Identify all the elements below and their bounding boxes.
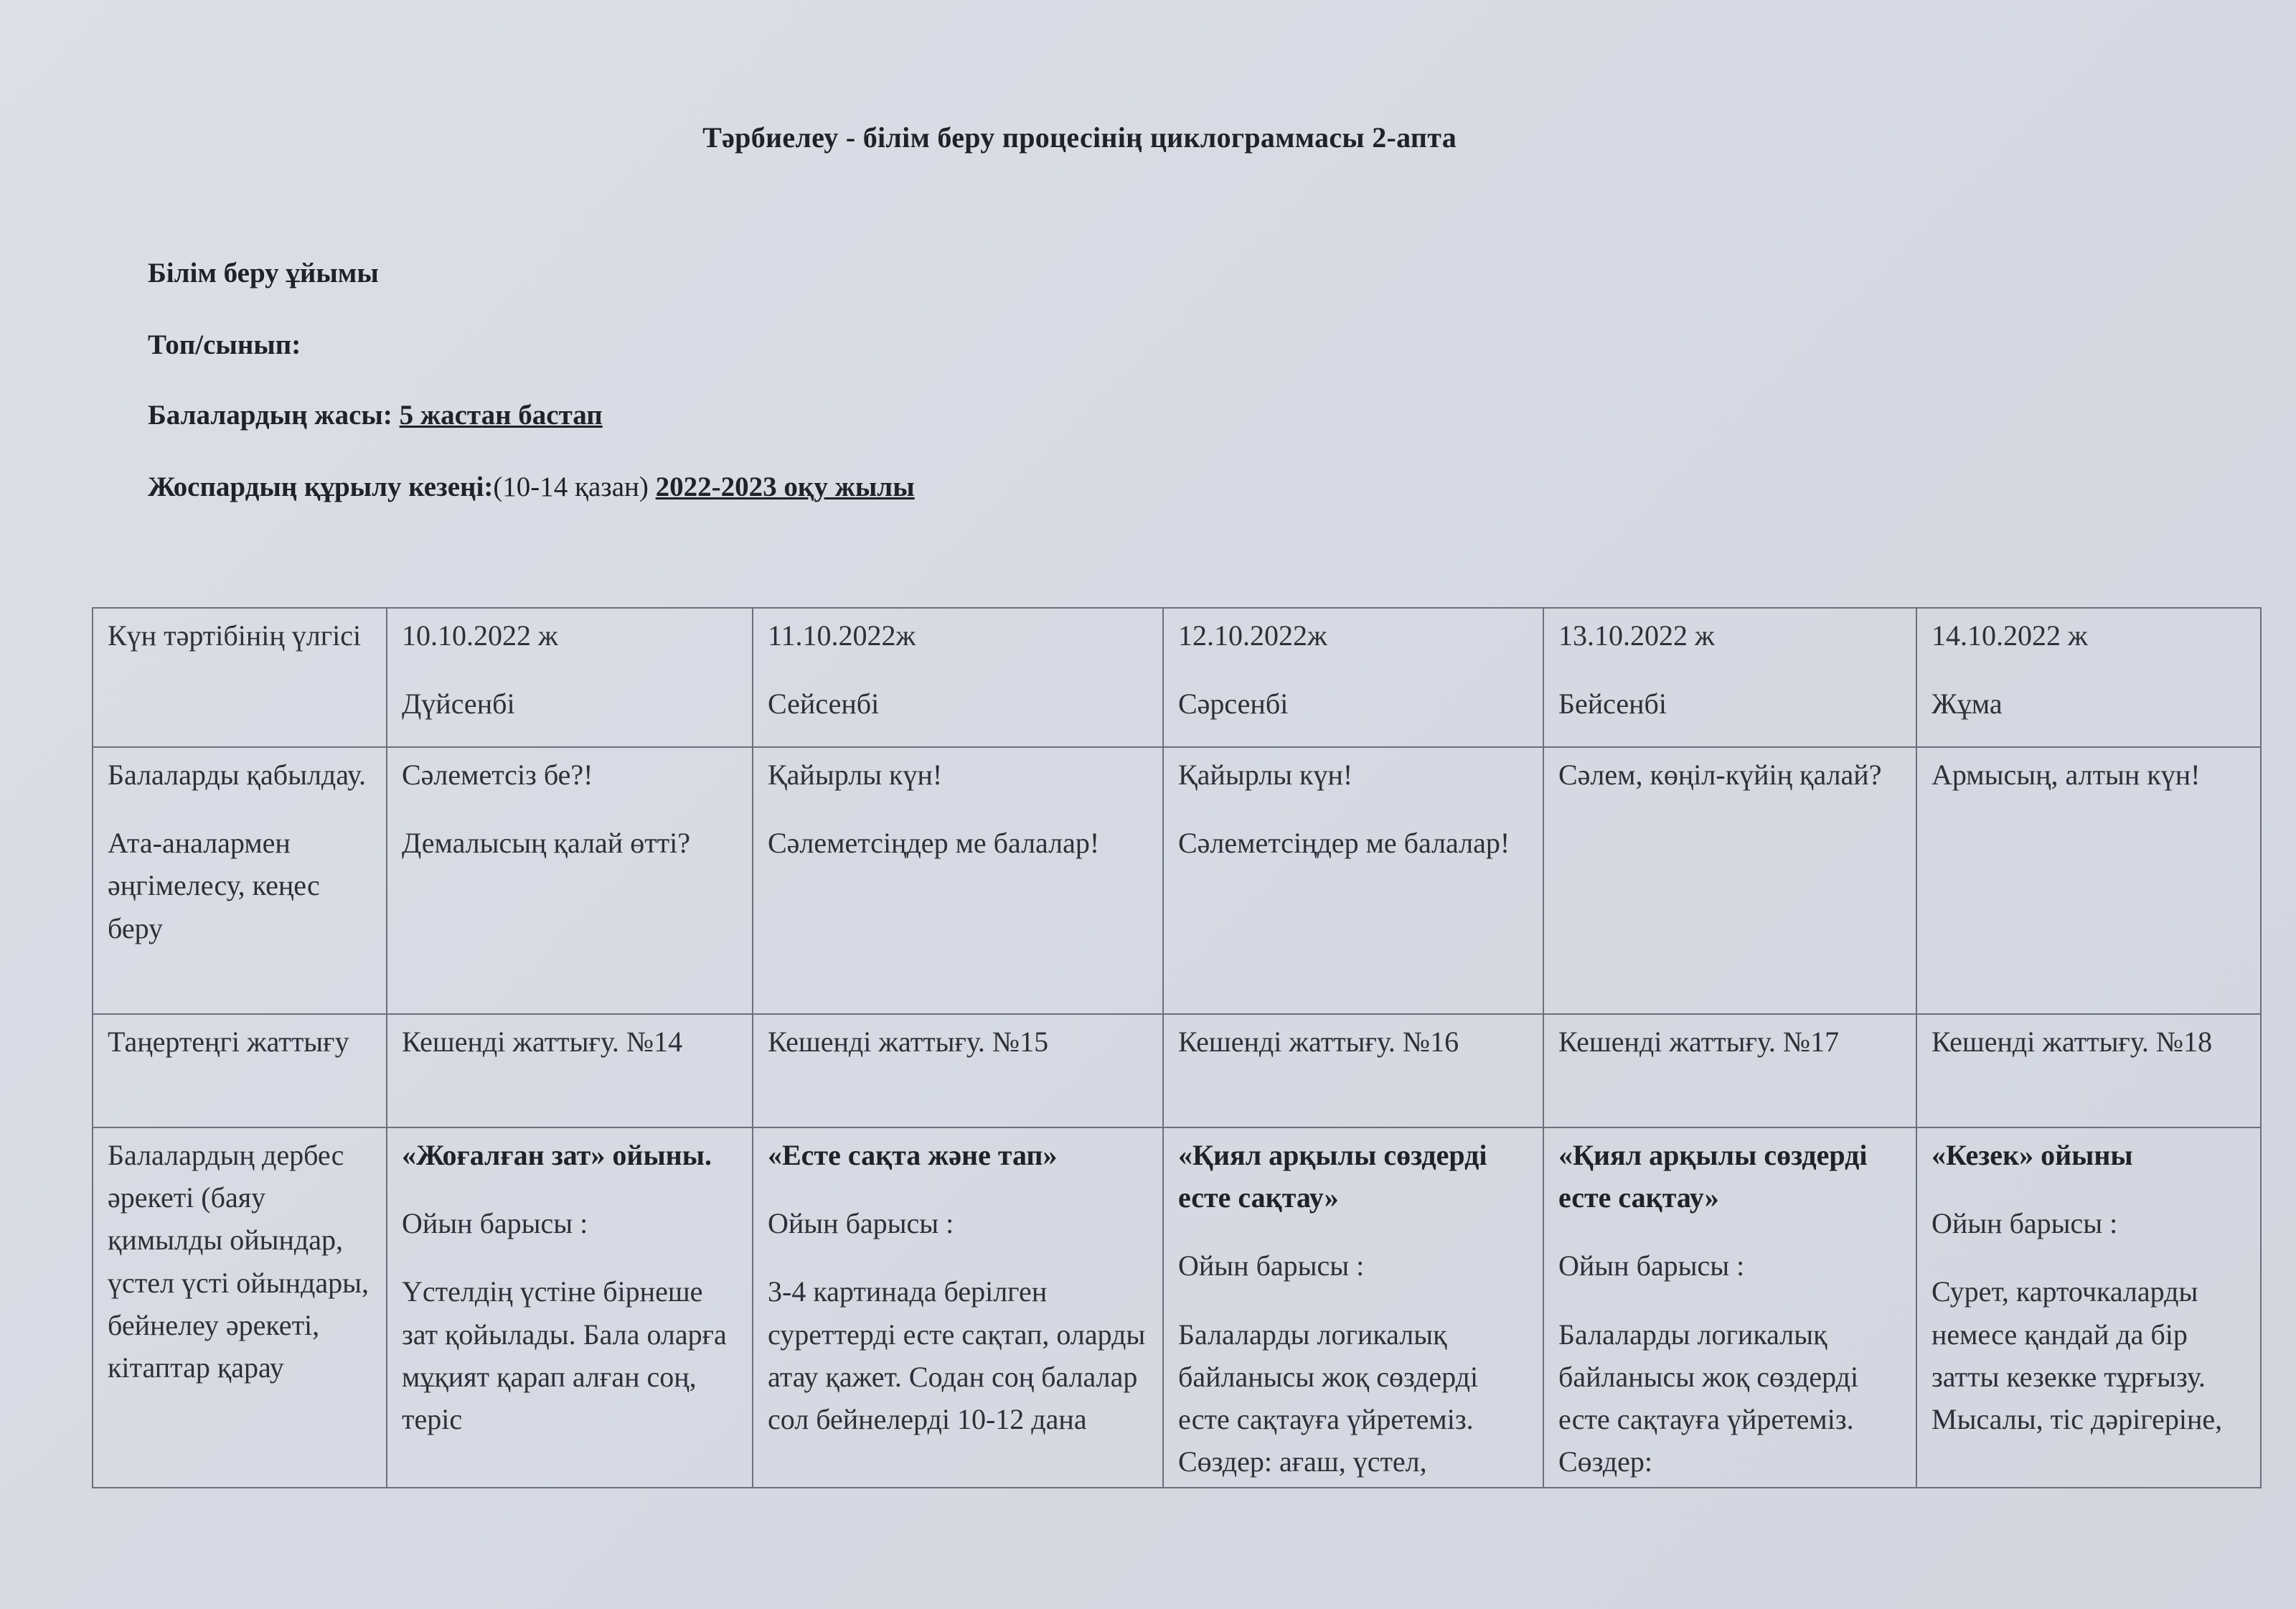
table-header-row [93, 608, 2261, 747]
game-title: «Есте сақта және тап» [768, 1139, 1058, 1171]
day-name: Дүйсенбі [402, 688, 515, 721]
day-name: Бейсенбі [1558, 688, 1667, 721]
header-cell-day [1163, 608, 1543, 747]
day-name: Сәрсенбі [1178, 688, 1289, 721]
table-cell: Кешенді жаттығу. №14 [387, 1014, 753, 1127]
game-title: «Қиял арқылы сөздерді есте сақтау» [1558, 1139, 1868, 1214]
table-cell [1543, 1127, 1916, 1488]
day-date: 11.10.2022ж [768, 619, 916, 652]
table-cell: Кешенді жаттығу. №16 [1163, 1014, 1543, 1127]
game-text: Балаларды логикалық байланысы жоқ сөздерді есте сақтауға үйретеміз. Сөздер: [1558, 1318, 1859, 1478]
row-label-reception: Балаларды қабылдау. Ата-аналармен әңгімелесу, кеңес беру [93, 747, 387, 1014]
table-cell: Кешенді жаттығу. №17 [1543, 1014, 1916, 1127]
day-date: 14.10.2022 ж [1932, 619, 2088, 652]
table-cell: Қайырлы күн! Сәлеметсіңдер ме балалар! [1163, 747, 1543, 1014]
period-line [148, 471, 915, 503]
table-cell: Армысың, алтын күн! [1916, 747, 2261, 1014]
table-cell: Сәлеметсіз бе?! Демалысың қалай өтті? [387, 747, 753, 1014]
game-text: 3-4 картинада берілген суреттерді есте сақтап, оларды атау қажет. Содан соң балалар сол бейнелерді 10-12 дана [768, 1275, 1146, 1435]
age-line [148, 399, 603, 431]
header-cell-routine: Күн тәртібінің үлгісі [93, 608, 387, 747]
table-cell: Кешенді жаттығу. №15 [753, 1014, 1163, 1127]
game-text: Сурет, карточкаларды немесе қандай да бір затты кезекке тұрғызу. Мысалы, тіс дәрігеріне, [1932, 1275, 2223, 1435]
game-subtitle: Ойын барысы : [768, 1207, 954, 1240]
header-cell-day [1916, 608, 2261, 747]
row-label-morning: Таңертеңгі жаттығу [93, 1014, 387, 1127]
table-row-reception [93, 747, 2261, 1014]
day-name: Сейсенбі [768, 688, 880, 721]
age-value: 5 жастан бастап [399, 400, 603, 431]
game-title: «Жоғалған зат» ойыны. [402, 1139, 712, 1171]
game-title: «Қиял арқылы сөздерді есте сақтау» [1178, 1139, 1487, 1214]
table-cell: Кешенді жаттығу. №18 [1916, 1014, 2261, 1127]
table-cell [1163, 1127, 1543, 1488]
game-subtitle: Ойын барысы : [1178, 1249, 1365, 1282]
row-label-activity: Балалардың дербес әрекеті (баяу қимылды ойындар, үстел үсті ойындары, бейнелеу әрекеті, кітаптар қарау [93, 1127, 387, 1488]
day-name: Жұма [1932, 688, 2003, 721]
period-label: Жоспардың құрылу кезеңі: [148, 472, 494, 502]
table-cell [387, 1127, 753, 1488]
document-title: Тәрбиелеу - білім беру процесінің циклограммасы 2-апта [702, 121, 1457, 154]
header-cell-day [753, 608, 1163, 747]
age-label: Балалардың жасы: [148, 400, 392, 431]
org-label: Білім беру ұйымы [148, 258, 379, 289]
table-cell [1916, 1127, 2261, 1488]
group-label: Топ/сынып: [148, 329, 301, 360]
table-row-activity [93, 1127, 2261, 1488]
game-subtitle: Ойын барысы : [402, 1207, 588, 1240]
schedule-table [92, 607, 2262, 1488]
table-cell [753, 1127, 1163, 1488]
day-date: 12.10.2022ж [1178, 619, 1327, 652]
period-dates: (10-14 қазан) [493, 472, 649, 502]
table-cell: Сәлем, көңіл-күйің қалай? [1543, 747, 1916, 1014]
game-text: Үстелдің үстіне бірнеше зат қойылады. Бала оларға мұқият қарап алған соң, теріс [402, 1275, 727, 1435]
table-cell: Қайырлы күн! Сәлеметсіңдер ме балалар! [753, 747, 1163, 1014]
game-text: Балаларды логикалық байланысы жоқ сөздерді есте сақтауға үйретеміз. Сөздер: ағаш, үстел, [1178, 1318, 1479, 1478]
period-year: 2022-2023 оқу жылы [655, 472, 915, 502]
table-row-morning [93, 1014, 2261, 1127]
header-cell-day [1543, 608, 1916, 747]
header-cell-day [387, 608, 753, 747]
day-date: 13.10.2022 ж [1558, 619, 1715, 652]
game-subtitle: Ойын барысы : [1932, 1207, 2118, 1240]
game-subtitle: Ойын барысы : [1558, 1249, 1745, 1282]
day-date: 10.10.2022 ж [402, 619, 558, 652]
game-title: «Кезек» ойыны [1932, 1139, 2133, 1171]
